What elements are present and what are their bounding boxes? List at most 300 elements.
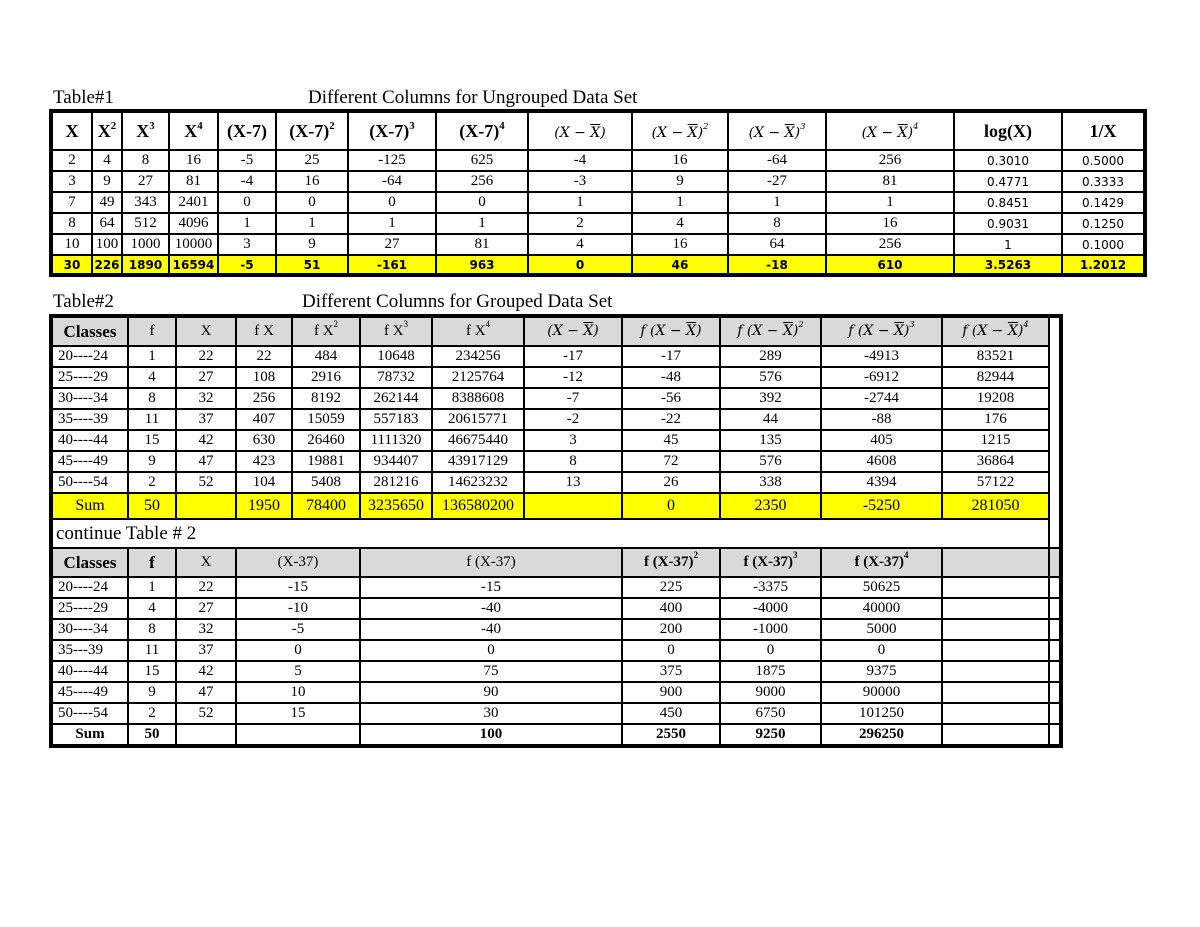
table-cell: 2 — [528, 213, 632, 234]
table-cell: 256 — [236, 388, 292, 409]
table-cell: 15 — [128, 661, 176, 682]
table-cell: 8 — [524, 451, 622, 472]
table-cell: 5000 — [821, 619, 942, 640]
table-cell: 4 — [632, 213, 728, 234]
table-cell: 83521 — [942, 346, 1049, 367]
sum-cell: 3.5263 — [954, 255, 1062, 275]
table2-caption: Table#2 — [53, 291, 114, 312]
deviation-formula: $(X - \overline{X})$ — [547, 323, 599, 339]
table-cell: 101250 — [821, 703, 942, 724]
column-header: f $(X-37)^2$ — [622, 548, 720, 577]
table-cell: -4913 — [821, 346, 942, 367]
table-cell: 8 — [128, 619, 176, 640]
table-cell: 9000 — [720, 682, 821, 703]
table-cell: 2 — [128, 472, 176, 493]
sum-cell — [236, 724, 360, 746]
sum-cell — [176, 493, 236, 519]
table-cell: 37 — [176, 640, 236, 661]
table-cell: 20615771 — [432, 409, 524, 430]
table-cell: 52 — [176, 472, 236, 493]
table-cell: 11 — [128, 640, 176, 661]
table-cell: 1 — [436, 213, 528, 234]
table-cell: 10 — [51, 234, 92, 255]
table-cell: 4394 — [821, 472, 942, 493]
column-header: log(X) — [954, 111, 1062, 150]
table-cell: 36864 — [942, 451, 1049, 472]
sum-cell: 2350 — [720, 493, 821, 519]
table-cell: 0.4771 — [954, 171, 1062, 192]
sum-cell: 30 — [51, 255, 92, 275]
table-row — [51, 409, 1061, 430]
table-row — [51, 234, 1145, 255]
table-cell: 1111320 — [360, 430, 432, 451]
table-cell: 22 — [176, 577, 236, 598]
table-cell: 1 — [728, 192, 826, 213]
deviation-formula: f $(X - \overline{X})^2$ — [737, 319, 804, 339]
sum-cell: 46 — [632, 255, 728, 275]
table-cell: 9 — [276, 234, 348, 255]
table-cell: -64 — [728, 150, 826, 171]
table-cell: 2125764 — [432, 367, 524, 388]
table-cell: 19881 — [292, 451, 360, 472]
table-cell: 625 — [436, 150, 528, 171]
sum-row — [51, 493, 1061, 519]
table-cell: 27 — [176, 598, 236, 619]
table1-title: Different Columns for Ungrouped Data Set — [308, 87, 638, 108]
table-cell: 281216 — [360, 472, 432, 493]
table-cell: 16 — [826, 213, 954, 234]
superscript: 2 — [110, 119, 117, 132]
sum-cell: -161 — [348, 255, 436, 275]
column-header — [524, 316, 622, 346]
table-cell: 100 — [92, 234, 122, 255]
column-header — [632, 111, 728, 150]
table-cell: 1 — [128, 577, 176, 598]
table-cell: 1 — [528, 192, 632, 213]
table-cell: 44 — [720, 409, 821, 430]
table-cell: -6912 — [821, 367, 942, 388]
table-cell: 52 — [176, 703, 236, 724]
table-row — [51, 598, 1061, 619]
column-header: (X-37) — [236, 548, 360, 577]
table-cell: -22 — [622, 409, 720, 430]
table-cell: -56 — [622, 388, 720, 409]
table-cell: 25 — [276, 150, 348, 171]
table-cell: 15 — [236, 703, 360, 724]
sum-row — [51, 724, 1061, 746]
table-cell: 0 — [360, 640, 622, 661]
table-cell: -17 — [524, 346, 622, 367]
mean-symbol: $\overline{X}$ — [784, 124, 795, 141]
table-cell: -12 — [524, 367, 622, 388]
superscript: 3 — [909, 319, 915, 329]
table-cell: 8 — [51, 213, 92, 234]
table-cell: 30----34 — [51, 619, 128, 640]
table-cell: 81 — [169, 171, 218, 192]
sum-row — [51, 255, 1145, 275]
deviation-formula: f $(X - \overline{X})$ — [640, 323, 702, 339]
table-cell: 4 — [128, 598, 176, 619]
table-cell: 40----44 — [51, 661, 128, 682]
sum-cell: 610 — [826, 255, 954, 275]
table-cell: 0 — [236, 640, 360, 661]
table-cell: 64 — [92, 213, 122, 234]
column-header — [528, 111, 632, 150]
table-row — [51, 367, 1061, 388]
sum-cell — [524, 493, 622, 519]
table-row — [51, 619, 1061, 640]
table-cell: 50----54 — [51, 703, 128, 724]
mean-symbol: $\overline{X}$ — [590, 124, 601, 141]
sum-cell: 1950 — [236, 493, 292, 519]
column-header: $X^4$ — [169, 111, 218, 150]
superscript: 2 — [693, 550, 699, 560]
table-cell: -40 — [360, 619, 622, 640]
superscript: 2 — [329, 119, 335, 132]
mean-symbol: $\overline{X}$ — [1007, 323, 1018, 339]
table-row — [51, 472, 1061, 493]
sum-cell: -18 — [728, 255, 826, 275]
superscript: 4 — [197, 119, 203, 132]
table-cell: 0 — [436, 192, 528, 213]
column-header: $(X-7)^4$ — [436, 111, 528, 150]
table-cell: -1000 — [720, 619, 821, 640]
table-cell: 8388608 — [432, 388, 524, 409]
table-cell: 3 — [524, 430, 622, 451]
table-cell: 81 — [436, 234, 528, 255]
table-cell: 16 — [276, 171, 348, 192]
table-cell: 27 — [122, 171, 169, 192]
table-row — [51, 703, 1061, 724]
table-cell: -7 — [524, 388, 622, 409]
table-cell: 423 — [236, 451, 292, 472]
sum-cell: Sum — [51, 493, 128, 519]
table-cell: 30----34 — [51, 388, 128, 409]
table-cell — [942, 703, 1049, 724]
table-cell — [1049, 640, 1061, 661]
table-cell: 450 — [622, 703, 720, 724]
table-cell: 0.3333 — [1062, 171, 1145, 192]
table-cell: 27 — [176, 367, 236, 388]
table-cell: 8192 — [292, 388, 360, 409]
table-cell: -4 — [528, 150, 632, 171]
sum-cell: 78400 — [292, 493, 360, 519]
column-header: f $X^2$ — [292, 316, 360, 346]
column-header — [622, 316, 720, 346]
table-cell: 45 — [622, 430, 720, 451]
superscript: 2 — [703, 120, 709, 131]
column-header: X — [51, 111, 92, 150]
table-cell: 234256 — [432, 346, 524, 367]
continue-header-row — [51, 548, 1061, 577]
table1-caption: Table#1 — [53, 87, 114, 108]
table-cell: 90000 — [821, 682, 942, 703]
table-cell: 400 — [622, 598, 720, 619]
table-cell: 47 — [176, 451, 236, 472]
table-cell: 0 — [821, 640, 942, 661]
table-cell: 0 — [348, 192, 436, 213]
sum-cell: Sum — [51, 724, 128, 746]
table-cell: -48 — [622, 367, 720, 388]
table-cell: 0.8451 — [954, 192, 1062, 213]
table-cell: 484 — [292, 346, 360, 367]
table-cell: 1 — [128, 346, 176, 367]
table-cell: 9 — [128, 682, 176, 703]
sum-cell: 3235650 — [360, 493, 432, 519]
table-cell: 1 — [826, 192, 954, 213]
table-cell: 64 — [728, 234, 826, 255]
table-cell: 176 — [942, 409, 1049, 430]
table-cell: 7 — [51, 192, 92, 213]
table-cell: 1 — [218, 213, 276, 234]
table-cell: 576 — [720, 451, 821, 472]
column-header — [728, 111, 826, 150]
table-cell: 2 — [51, 150, 92, 171]
column-header: f $X^4$ — [432, 316, 524, 346]
table-cell: 8 — [128, 388, 176, 409]
table-cell: 289 — [720, 346, 821, 367]
table-cell: 9 — [92, 171, 122, 192]
table-row — [51, 661, 1061, 682]
table-cell: 375 — [622, 661, 720, 682]
sum-cell: 1.2012 — [1062, 255, 1145, 275]
column-header: Classes — [51, 316, 128, 346]
sum-cell: 100 — [360, 724, 622, 746]
table-cell: 0.3010 — [954, 150, 1062, 171]
continue-title: continue Table # 2 — [51, 519, 1049, 548]
table-cell: 75 — [360, 661, 622, 682]
table-cell: 934407 — [360, 451, 432, 472]
table-cell: 32 — [176, 388, 236, 409]
table-cell: 40----44 — [51, 430, 128, 451]
table-cell: 0 — [218, 192, 276, 213]
table-cell: 0.1429 — [1062, 192, 1145, 213]
superscript: 4 — [485, 319, 491, 329]
table-cell: 0 — [720, 640, 821, 661]
table-cell: -4 — [218, 171, 276, 192]
table-cell — [942, 619, 1049, 640]
column-header: f $(X-37)^4$ — [821, 548, 942, 577]
table-cell: -3375 — [720, 577, 821, 598]
sum-cell: 16594 — [169, 255, 218, 275]
table-cell: 343 — [122, 192, 169, 213]
table-cell — [942, 682, 1049, 703]
sum-cell: 9250 — [720, 724, 821, 746]
table-cell: 0.1000 — [1062, 234, 1145, 255]
column-header — [821, 316, 942, 346]
table2-title: Different Columns for Grouped Data Set — [302, 291, 613, 312]
column-header — [720, 316, 821, 346]
deviation-formula: $(X - \overline{X})^2$ — [651, 120, 709, 141]
table-cell: 8 — [728, 213, 826, 234]
table-cell: 30 — [360, 703, 622, 724]
column-header: $X^3$ — [122, 111, 169, 150]
table-cell: 3 — [51, 171, 92, 192]
deviation-formula: $(X - \overline{X})^3$ — [748, 120, 806, 141]
table-cell: 900 — [622, 682, 720, 703]
column-header: 1/X — [1062, 111, 1145, 150]
table-cell — [1049, 682, 1061, 703]
table-cell: -125 — [348, 150, 436, 171]
sum-cell: 296250 — [821, 724, 942, 746]
table-cell: 50625 — [821, 577, 942, 598]
table-cell: 37 — [176, 409, 236, 430]
table-cell: 20----24 — [51, 577, 128, 598]
table-cell: 35----39 — [51, 409, 128, 430]
table-cell: 1 — [276, 213, 348, 234]
column-header: f — [128, 316, 176, 346]
table-cell — [942, 640, 1049, 661]
table-cell: 392 — [720, 388, 821, 409]
table-cell: 13 — [524, 472, 622, 493]
deviation-formula: $(X - \overline{X})^4$ — [861, 120, 919, 141]
table-cell — [1049, 598, 1061, 619]
sum-cell: 50 — [128, 724, 176, 746]
table-cell: 4608 — [821, 451, 942, 472]
table-cell: 42 — [176, 661, 236, 682]
table-cell: 43917129 — [432, 451, 524, 472]
table-cell — [1049, 661, 1061, 682]
table-row — [51, 192, 1145, 213]
table-cell: 108 — [236, 367, 292, 388]
sum-cell: 50 — [128, 493, 176, 519]
table-cell: 0 — [622, 640, 720, 661]
table-cell: -5 — [218, 150, 276, 171]
table-cell: 16 — [632, 234, 728, 255]
table-cell: 22 — [236, 346, 292, 367]
column-header: $(X-7)^2$ — [276, 111, 348, 150]
table-cell: -4000 — [720, 598, 821, 619]
table-cell: 1875 — [720, 661, 821, 682]
table-cell: -5 — [236, 619, 360, 640]
sum-cell — [1049, 724, 1061, 746]
column-header: X — [176, 548, 236, 577]
table-cell: 4 — [92, 150, 122, 171]
superscript: 3 — [403, 319, 409, 329]
table-cell: 82944 — [942, 367, 1049, 388]
table-cell: 32 — [176, 619, 236, 640]
table-cell: 200 — [622, 619, 720, 640]
table-cell — [1049, 619, 1061, 640]
ungrouped-data-table — [49, 109, 1147, 277]
table-cell: 57122 — [942, 472, 1049, 493]
table-cell: 20----24 — [51, 346, 128, 367]
table-cell: 576 — [720, 367, 821, 388]
table-cell: 25----29 — [51, 598, 128, 619]
table-row — [51, 150, 1145, 171]
table-cell: 47 — [176, 682, 236, 703]
sum-cell: 51 — [276, 255, 348, 275]
table-cell: 81 — [826, 171, 954, 192]
table-cell: 0 — [276, 192, 348, 213]
table-cell: 15059 — [292, 409, 360, 430]
superscript: 4 — [904, 550, 909, 560]
table-cell: 9 — [632, 171, 728, 192]
deviation-formula: f $(X - \overline{X})^3$ — [848, 319, 915, 339]
table-cell: 512 — [122, 213, 169, 234]
deviation-formula: $(X - \overline{X})$ — [554, 124, 606, 141]
sum-cell: 963 — [436, 255, 528, 275]
table-cell: 10000 — [169, 234, 218, 255]
table-cell: 2401 — [169, 192, 218, 213]
column-header: f (X-37) — [360, 548, 622, 577]
table-cell: -40 — [360, 598, 622, 619]
table-cell: 26460 — [292, 430, 360, 451]
superscript: 2 — [798, 319, 804, 329]
table-cell: 262144 — [360, 388, 432, 409]
table-cell — [1049, 577, 1061, 598]
table-cell — [942, 661, 1049, 682]
sum-cell: 226 — [92, 255, 122, 275]
table-cell: 2916 — [292, 367, 360, 388]
table-cell: 135 — [720, 430, 821, 451]
table-cell: 5408 — [292, 472, 360, 493]
sum-cell: 1890 — [122, 255, 169, 275]
table-cell: 4 — [128, 367, 176, 388]
mean-symbol: $\overline{X}$ — [897, 124, 908, 141]
superscript: 4 — [499, 119, 505, 132]
superscript: 3 — [800, 120, 806, 131]
table-cell: 46675440 — [432, 430, 524, 451]
table-row — [51, 346, 1061, 367]
table-cell: 49 — [92, 192, 122, 213]
column-header — [942, 316, 1049, 346]
table-cell: -3 — [528, 171, 632, 192]
table-cell: -10 — [236, 598, 360, 619]
table-row — [51, 430, 1061, 451]
table-cell: -2 — [524, 409, 622, 430]
table-cell: 407 — [236, 409, 292, 430]
superscript: 4 — [1023, 319, 1029, 329]
column-header: $(X-7)^3$ — [348, 111, 436, 150]
table-cell: 50----54 — [51, 472, 128, 493]
table-cell: 1 — [632, 192, 728, 213]
column-header: Classes — [51, 548, 128, 577]
table-cell: 405 — [821, 430, 942, 451]
table-row — [51, 388, 1061, 409]
table-cell: 16 — [632, 150, 728, 171]
table-cell: 72 — [622, 451, 720, 472]
sum-cell: -5 — [218, 255, 276, 275]
table-cell: 6750 — [720, 703, 821, 724]
superscript: 3 — [793, 550, 798, 560]
sum-cell — [176, 724, 236, 746]
table-row — [51, 213, 1145, 234]
column-header — [942, 548, 1049, 577]
table-cell: 5 — [236, 661, 360, 682]
table-cell: 256 — [436, 171, 528, 192]
table-cell: -64 — [348, 171, 436, 192]
table-cell: 1000 — [122, 234, 169, 255]
table-cell: 3 — [218, 234, 276, 255]
table-cell: 630 — [236, 430, 292, 451]
table-cell: -88 — [821, 409, 942, 430]
table-cell: -15 — [236, 577, 360, 598]
table-cell: 27 — [348, 234, 436, 255]
table-cell: 225 — [622, 577, 720, 598]
table-cell: 1 — [954, 234, 1062, 255]
sum-cell: 0 — [622, 493, 720, 519]
superscript: 4 — [913, 120, 919, 131]
table-cell: 8 — [122, 150, 169, 171]
table-cell: 10648 — [360, 346, 432, 367]
continue-title-row — [51, 519, 1061, 548]
table-cell: 35---39 — [51, 640, 128, 661]
table-cell: 2 — [128, 703, 176, 724]
grouped-data-table — [49, 314, 1063, 748]
column-header — [826, 111, 954, 150]
column-header: f — [128, 548, 176, 577]
